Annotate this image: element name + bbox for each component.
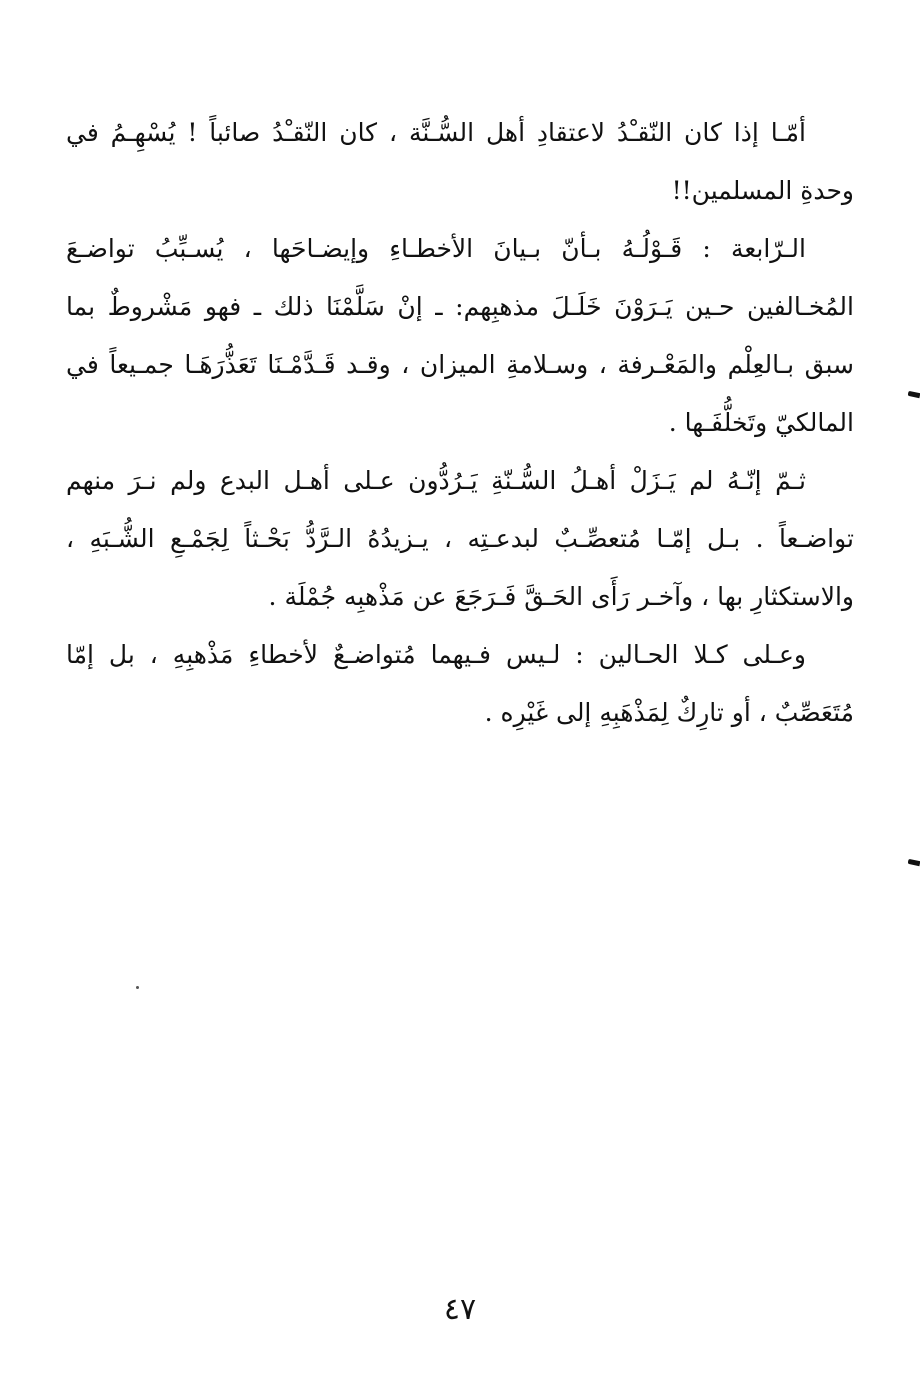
scan-edge-mark xyxy=(908,391,920,398)
paragraph-2-line-3: سبق بـالعِلْم والمَعْـرفة ، وسـلامةِ الميزان ، وقـد قَـدَّمْـنَا تَعَذُّرَهَـا جمـيعاً في xyxy=(66,350,854,379)
page-body-text xyxy=(66,104,854,742)
page-number: ٤٧ xyxy=(443,1292,477,1327)
paragraph-4-line-1: وعـلى كـلا الحـالين : لـيس فـيهما مُتواضـعٌ لأخطاءِ مَذْهبِهِ ، بل إمّا xyxy=(66,640,806,669)
paragraph-2-line-4: المالكيّ وتَخلُّفَـها . xyxy=(668,408,854,437)
paragraph-2-line-1: الـرّابعة : قَـوْلُـهُ بـأنّ بـيانَ الأخطـاءِ وإيضـاحَها ، يُسـبِّبُ تواضـعَ xyxy=(66,234,806,263)
paragraph-1-line-1: أمّـا إذا كان النّقـْدُ لاعتقادِ أهل السُّـنَّة ، كان النّقـْدُ صائباً ! يُسْهِـمُ في xyxy=(66,118,806,147)
paragraph-3-line-3: والاستكثارِ بها ، وآخـر رَأَى الحَـقَّ فَـرَجَعَ عن مَذْهبِه جُمْلَة . xyxy=(268,582,854,611)
paragraph-2-line-2: المُخـالفين حـين يَـرَوْنَ خَلَـلَ مذهبِهم: ـ إنْ سَلَّمْنَا ذلك ـ فهو مَشْروطٌ بما xyxy=(66,292,854,321)
paragraph-3-line-2: تواضـعاً . بـل إمّـا مُتعصِّـبٌ لبدعـتِه ، يـزيدُهُ الـرَّدُّ بَحْـثاً لِجَمْـعِ الشُّـبَهِ ، xyxy=(66,524,854,553)
scan-edge-mark xyxy=(908,859,920,866)
paragraph-3-line-1: ثـمّ إنّـهُ لم يَـزَلْ أهـلُ السُّـنّةِ يَـرُدُّون عـلى أهـل البدع ولم نـرَ منهم xyxy=(66,466,806,495)
scan-speck xyxy=(136,986,139,989)
paragraph-1-line-2: وحدةِ المسلمين!! xyxy=(671,176,854,205)
paragraph-4-line-2: مُتَعَصِّبٌ ، أو تارِكٌ لِمَذْهَبِهِ إلى غَيْرِه . xyxy=(484,698,854,727)
